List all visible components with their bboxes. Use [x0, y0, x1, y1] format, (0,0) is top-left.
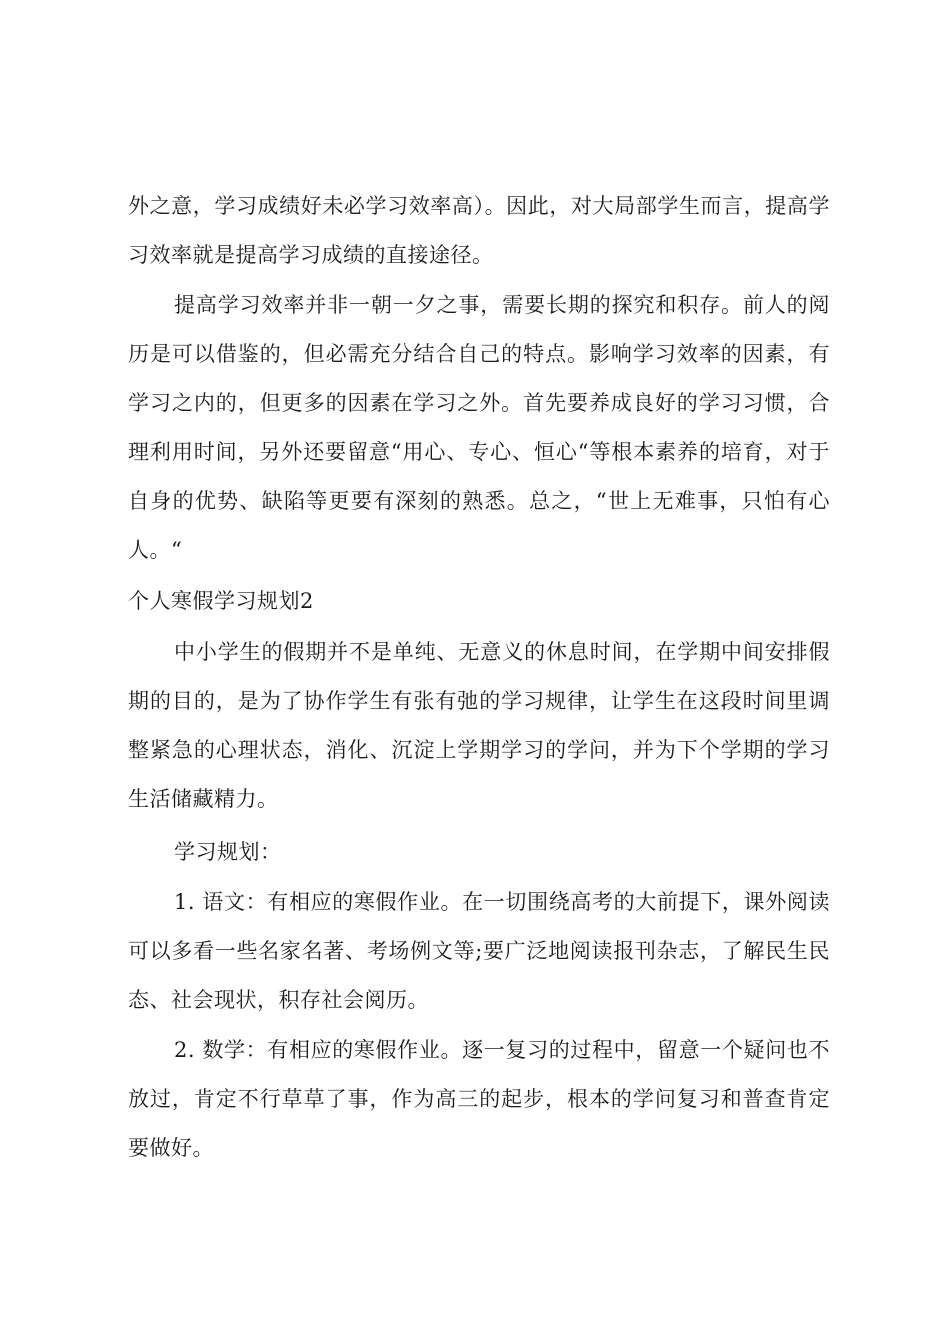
paragraph-efficiency: 提高学习效率并非一朝一夕之事，需要长期的探究和积存。前人的阅历是可以借鉴的，但必需充分结合自己的特点。影响学习效率的因素，有学习之内的，但更多的因素在学习之外。首先要养成良好的学习习惯，合理利用时间，另外还要留意“用心、专心、恒心“等根本素养的培育，对于自身的优势、缺陷等更要有深刻的熟悉。总之，“世上无难事，只怕有心人。“: [128, 293, 830, 562]
paragraph-holiday-purpose: 中小学生的假期并不是单纯、无意义的休息时间，在学期中间安排假期的目的，是为了协作学生有张有弛的学习规律，让学生在这段时间里调整紧急的心理状态，消化、沉淀上学期学习的学问，并为下个学期的学习生活储藏精力。: [128, 640, 830, 811]
section-heading: 个人寒假学习规划2: [128, 589, 314, 613]
paragraph-plan-label: 学习规划：: [174, 840, 282, 864]
paragraph-continuation: 外之意，学习成绩好未必学习效率高）。因此，对大局部学生而言，提高学习效率就是提高学习成绩的直接途径。: [128, 194, 830, 267]
paragraph-math-plan: 2. 数学：有相应的寒假作业。逐一复习的过程中，留意一个疑问也不放过，肯定不行草草了事，作为高三的起步，根本的学问复习和普查肯定要做好。: [128, 1038, 830, 1160]
paragraph-chinese-plan: 1. 语文：有相应的寒假作业。在一切围绕高考的大前提下，课外阅读可以多看一些名家名著、考场例文等;要广泛地阅读报刊杂志，了解民生民态、社会现状，积存社会阅历。: [128, 890, 830, 1012]
